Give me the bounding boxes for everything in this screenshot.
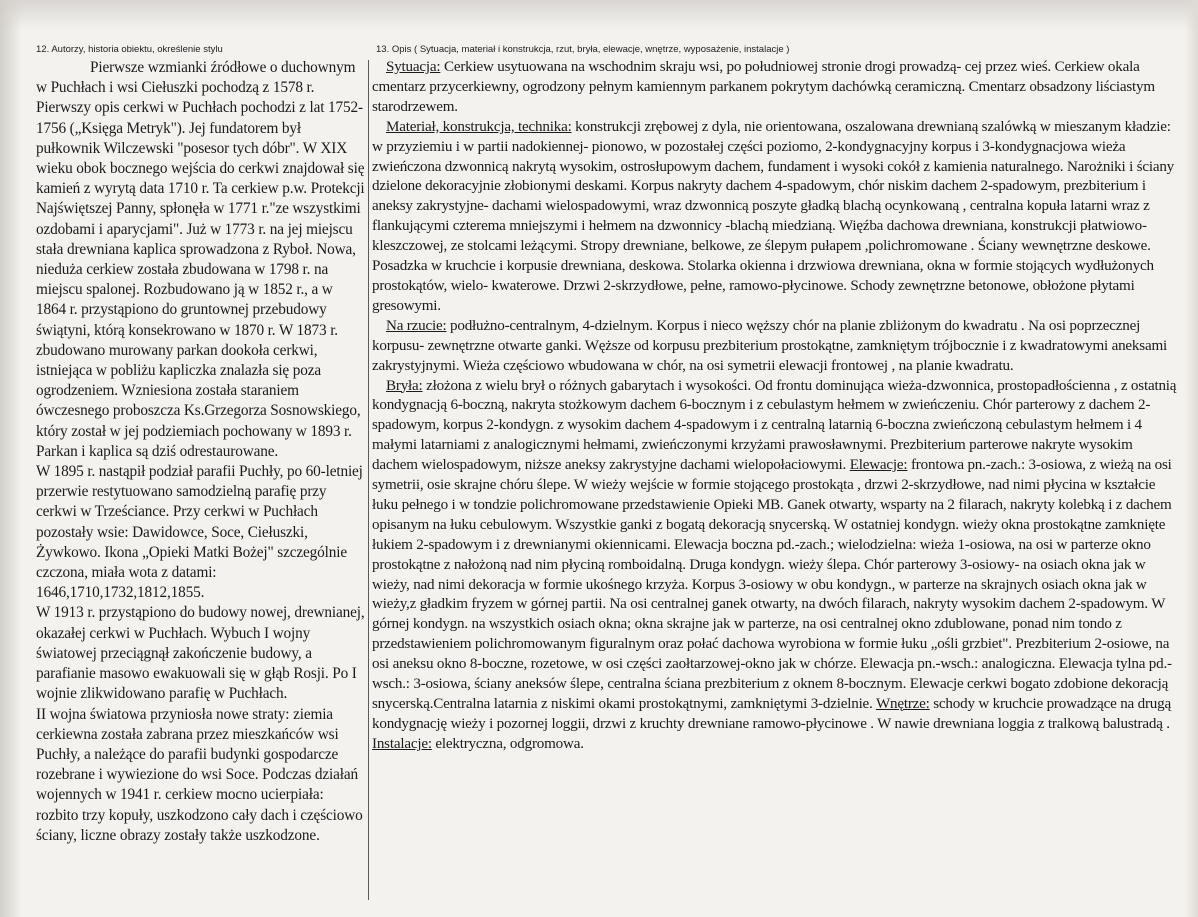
history-paragraph-2: W 1895 r. nastąpił podział parafii Puchły, po 60-letniej przerwie restytuowano samodzielną parafię przy cerkwi w Trześciance. Przy cerkwi w Puchłach pozostały wsie: Dawidowce, Soce, Ciełuszki, Żywkowo. Ikona „Opieki Matki Bożej" szczególnie czczona, miała wota z datami: 1646,1710,1732,1812,1855. [36, 463, 363, 602]
material-label: Materiał, konstrukcja, technika: [386, 118, 572, 135]
material-paragraph [372, 118, 1180, 317]
elevations-text: frontowa pn.-zach.: 3-osiowa, z wieżą na osi symetrii, osie skrajne chóru ślepe. W wieży wejście w formie stojącego prostokąta , drzwi 2-skrzydłowe, nad nimi płycina w kształcie łuku pełnego i w tondzie polichromowane przedstawienie Opieki MB. Ganek otwarty, wsparty na 2 filarach, nakryty kolebką i z dachem opisanym na łuku cebulowym. Wszystkie ganki z bogatą dekoracją snycerską. W ostatniej kondygn. wieży okna prostokątne zamknięte łukiem 2-spadowym i z drewnianymi okiennicami. Elewacja boczna pd.-zach.; wielodzielna: wieża 1-osiowa, na osi w parterze okno prostokątne z nałożoną nad nim płyciną romboidalną. Druga kondygn. wieży ślepa. Chór parterowy 3-osiowy- na osiach okna jak w wieży, nad nimi dekoracja w formie ukośnego krzyża. Korpus 3-osiowy w obu kondygn., w parterze na skrajnych osiach okna jak w wieży,z gładkim fryzem w górnej partii. Na osi centralnej ganek otwarty, na dwóch filarach, nakryty wysokim dachem 2-spadowym. W górnej kondygn. na wszystkich osiach okna; okna skrajne jak w parterze, na osi centralnej okno zdublowane, ponad nim tondo z przedstawieniem polichromowanym figuralnym oraz połać dachowa wyrobiona w formie łuku „ośli grzbiet". Prezbiterium 2-osiowe, na osi aneksu okno 8-boczne, rozetowe, w osi części zaołtarzowej-okno jak w chórze. Elewacja pn.-wsch.: analogiczna. Elewacja tylna pd.-wsch.: 3-osiowa, ściany aneksów ślepe, centralna ściana prezbiterium z oknem 8-bocznym. Elewacje cerkwi bogato zdobione dekoracją snycerską.Centralna latarnia z niskimi okami prostokątnymi, zamkniętymi 3-dzielnie. [372, 457, 1172, 712]
history-paragraph-1: Pierwsze wzmianki źródłowe o duchownym w Puchłach i wsi Ciełuszki pochodzą z 1578 r. Pierwszy opis cerkwi w Puchłach pochodzi z lat 1752-1756 („Księga Metryk"). Jej fundatorem był pułkownik Wilczewski "posesor tych dóbr". W XIX wieku obok bocznego wejścia do cerkwi znajdował się kamień z wyrytą data 1710 r. Ta cerkiew p.w. Protekcji Najświętszej Panny, spłonęła w 1771 r."ze wszystkimi ozdobami i aparycjami". Już w 1773 r. na jej miejscu stała drewniana kaplica sprowadzona z Ryboł. Nowa, nieduża cerkiew została zbudowana w 1798 r. na miejscu spalonej. Rozbudowano ją w 1852 r., a w 1864 r. przystąpiono do gruntownej przebudowy świątyni, którą konsekrowano w 1870 r. W 1873 r. zbudowano murowany parkan dookoła cerkwi, istniejąca w pobliżu kapliczka znalazła się poza ogrodzeniem. Wzniesiona została staraniem ówczesnego proboszcza Ks.Grzegorza Sosnowskiego, który został w jej podziemiach pochowany w 1893 r. Parkan i kaplica są dziś odrestaurowane. [36, 59, 365, 460]
installations-label: Instalacje: [372, 735, 432, 752]
section-12-heading: 12. Autorzy, historia obiektu, określenie stylu [36, 44, 223, 55]
column-divider [368, 60, 369, 900]
interior-label: Wnętrze: [875, 696, 930, 712]
elevations-label: Elewacje: [849, 457, 908, 474]
situation-label: Sytuacja: [386, 59, 441, 75]
interior-text: schody w kruchcie prowadzące na drugą kondygnację wieży i pozornej loggii, drzwi z kruchty drewniane ramowo-płycinowe . W nawie drewniana loggia z tralkową balustradą . [372, 696, 1171, 732]
massing-label: Bryła: [386, 377, 423, 394]
massing-paragraph [372, 377, 1180, 755]
history-paragraph-4: II wojna światowa przyniosła nowe straty: ziemia cerkiewna została zabrana przez mieszkańców wsi Puchły, a należące do parafii budynki gospodarcze rozebrane i wywiezione do wsi Soce. Podczas działań wojennych w 1941 r. cerkiew mocno ucierpiała: rozbito trzy kopuły, uszkodzono cały dach i częściowo ściany, liczne obrazy zostały także uszkodzone. [36, 705, 363, 844]
description-text [372, 58, 1180, 755]
history-column [36, 44, 366, 846]
plan-paragraph [372, 317, 1180, 377]
situation-paragraph [372, 58, 1180, 118]
history-paragraph-3: W 1913 r. przystąpiono do budowy nowej, drewnianej, okazałej cerkwi w Puchłach. Wybuch I wojny światowej przeciągnął zakończenie budowy, a parafianie masowo ewakuowali się w głąb Rosji. Po I wojnie zlikwidowano parafię w Puchłach. [36, 604, 365, 703]
scan-edge-shadow-left [0, 0, 22, 917]
massing-text: złożona z wielu brył o różnych gabarytach i wysokości. Od frontu dominująca wieża-dzwonnica, prostopadłościenna , z ostatnią kondygnacją 6-boczną, nakryta stożkowym dachem 6-bocznym i z cebulastym hełmem w zwieńczeniu. Chór parterowy z dachem 2-spadowym, korpus 2-kondygn. z wysokim dachem 4-spadowym i z centralną latarnią 6-boczna zwieńczoną cebulastym hełmem i 4 małymi latarniami z analogicznymi hełmami, zwieńczonymi krzyżami prawosławnymi. Prezbiterium parterowe nakryte wysokim dachem wielospadowym, niższe aneksy zakrystyjne dachami wielopołaciowymi. [372, 377, 1177, 474]
history-text [36, 58, 366, 846]
section-13-heading: 13. Opis ( Sytuacja, materiał i konstrukcja, rzut, bryła, elewacje, wnętrze, wyposażenie, instalacje ) [376, 44, 790, 55]
plan-label: Na rzucie: [386, 317, 447, 334]
scan-edge-shadow-right [1184, 0, 1198, 917]
scan-edge-shadow-top [0, 0, 1198, 30]
plan-text: podłużno-centralnym, 4-dzielnym. Korpus i nieco węższy chór na planie zbliżonym do kwadratu . Na osi poprzecznej korpusu- zewnętrzne otwarte ganki. Węższe od korpusu prezbiterium prostokątne, zamkniętym trójbocznie i z kwadratowymi aneksami zakrystyjnymi. Wieża częściowo wbudowana w chór, na osi symetrii elewacji frontowej , na planie kwadratu. [372, 317, 1167, 374]
installations-text: elektryczna, odgromowa. [431, 735, 584, 752]
description-column [372, 44, 1180, 755]
material-text: konstrukcji zrębowej z dyla, nie orientowana, oszalowana drewnianą szalówką w mieszanym kładzie: w przyziemiu i w partii nadokiennej- pionowo, w pozostałej części poziomo, 2-kondygnacyjny korpus i 3-kondygnacjowa wieża zwieńczona dzwonnicą nakrytą wysokim, ostrosłupowym dachem, fundament i wysoki cokół z kamienia naturalnego. Narożniki i ściany dzielone dekoracyjnie złobionymi deskami. Korpus nakryty dachem 4-spadowym, chór niskim dachem 2-spadowym, prezbiterium i aneksy zakrystyjne- dachami wielospadowymi, wraz dzwonnicą poszyte gładką blachą ocynkowaną , centralna kopuła latarni wraz z flankującymi czterema mniejszymi i hełmem na dzwonnicy -blachą miedzianą. Więźba dachowa drewniana, konstrukcji płatwiowo-kleszczowej, ze stolcami leżącymi. Stropy drewniane, belkowe, ze ślepym pułapem ,polichromowane . Ściany wewnętrzne deskowe. Posadzka w kruchcie i korpusie drewniana, deskowa. Stolarka okienna i drzwiowa drewniana, okna w formie stojących wydłużonych prostokątów, wielo- kwaterowe. Drzwi 2-skrzydłowe, pełne, ramowo-płycinowe. Schody zewnętrzne betonowe, obłożone płytami gresowymi. [372, 118, 1175, 314]
situation-text: Cerkiew usytuowana na wschodnim skraju wsi, po południowej stronie drogi prowadzą- cej przez wieś. Cerkiew okala cmentarz przycerkiewny, ogrodzony pełnym kamiennym parkanem pokrytym dachówką ceramiczną. Cmentarz obsadzony liściastym starodrzewem. [372, 59, 1155, 115]
